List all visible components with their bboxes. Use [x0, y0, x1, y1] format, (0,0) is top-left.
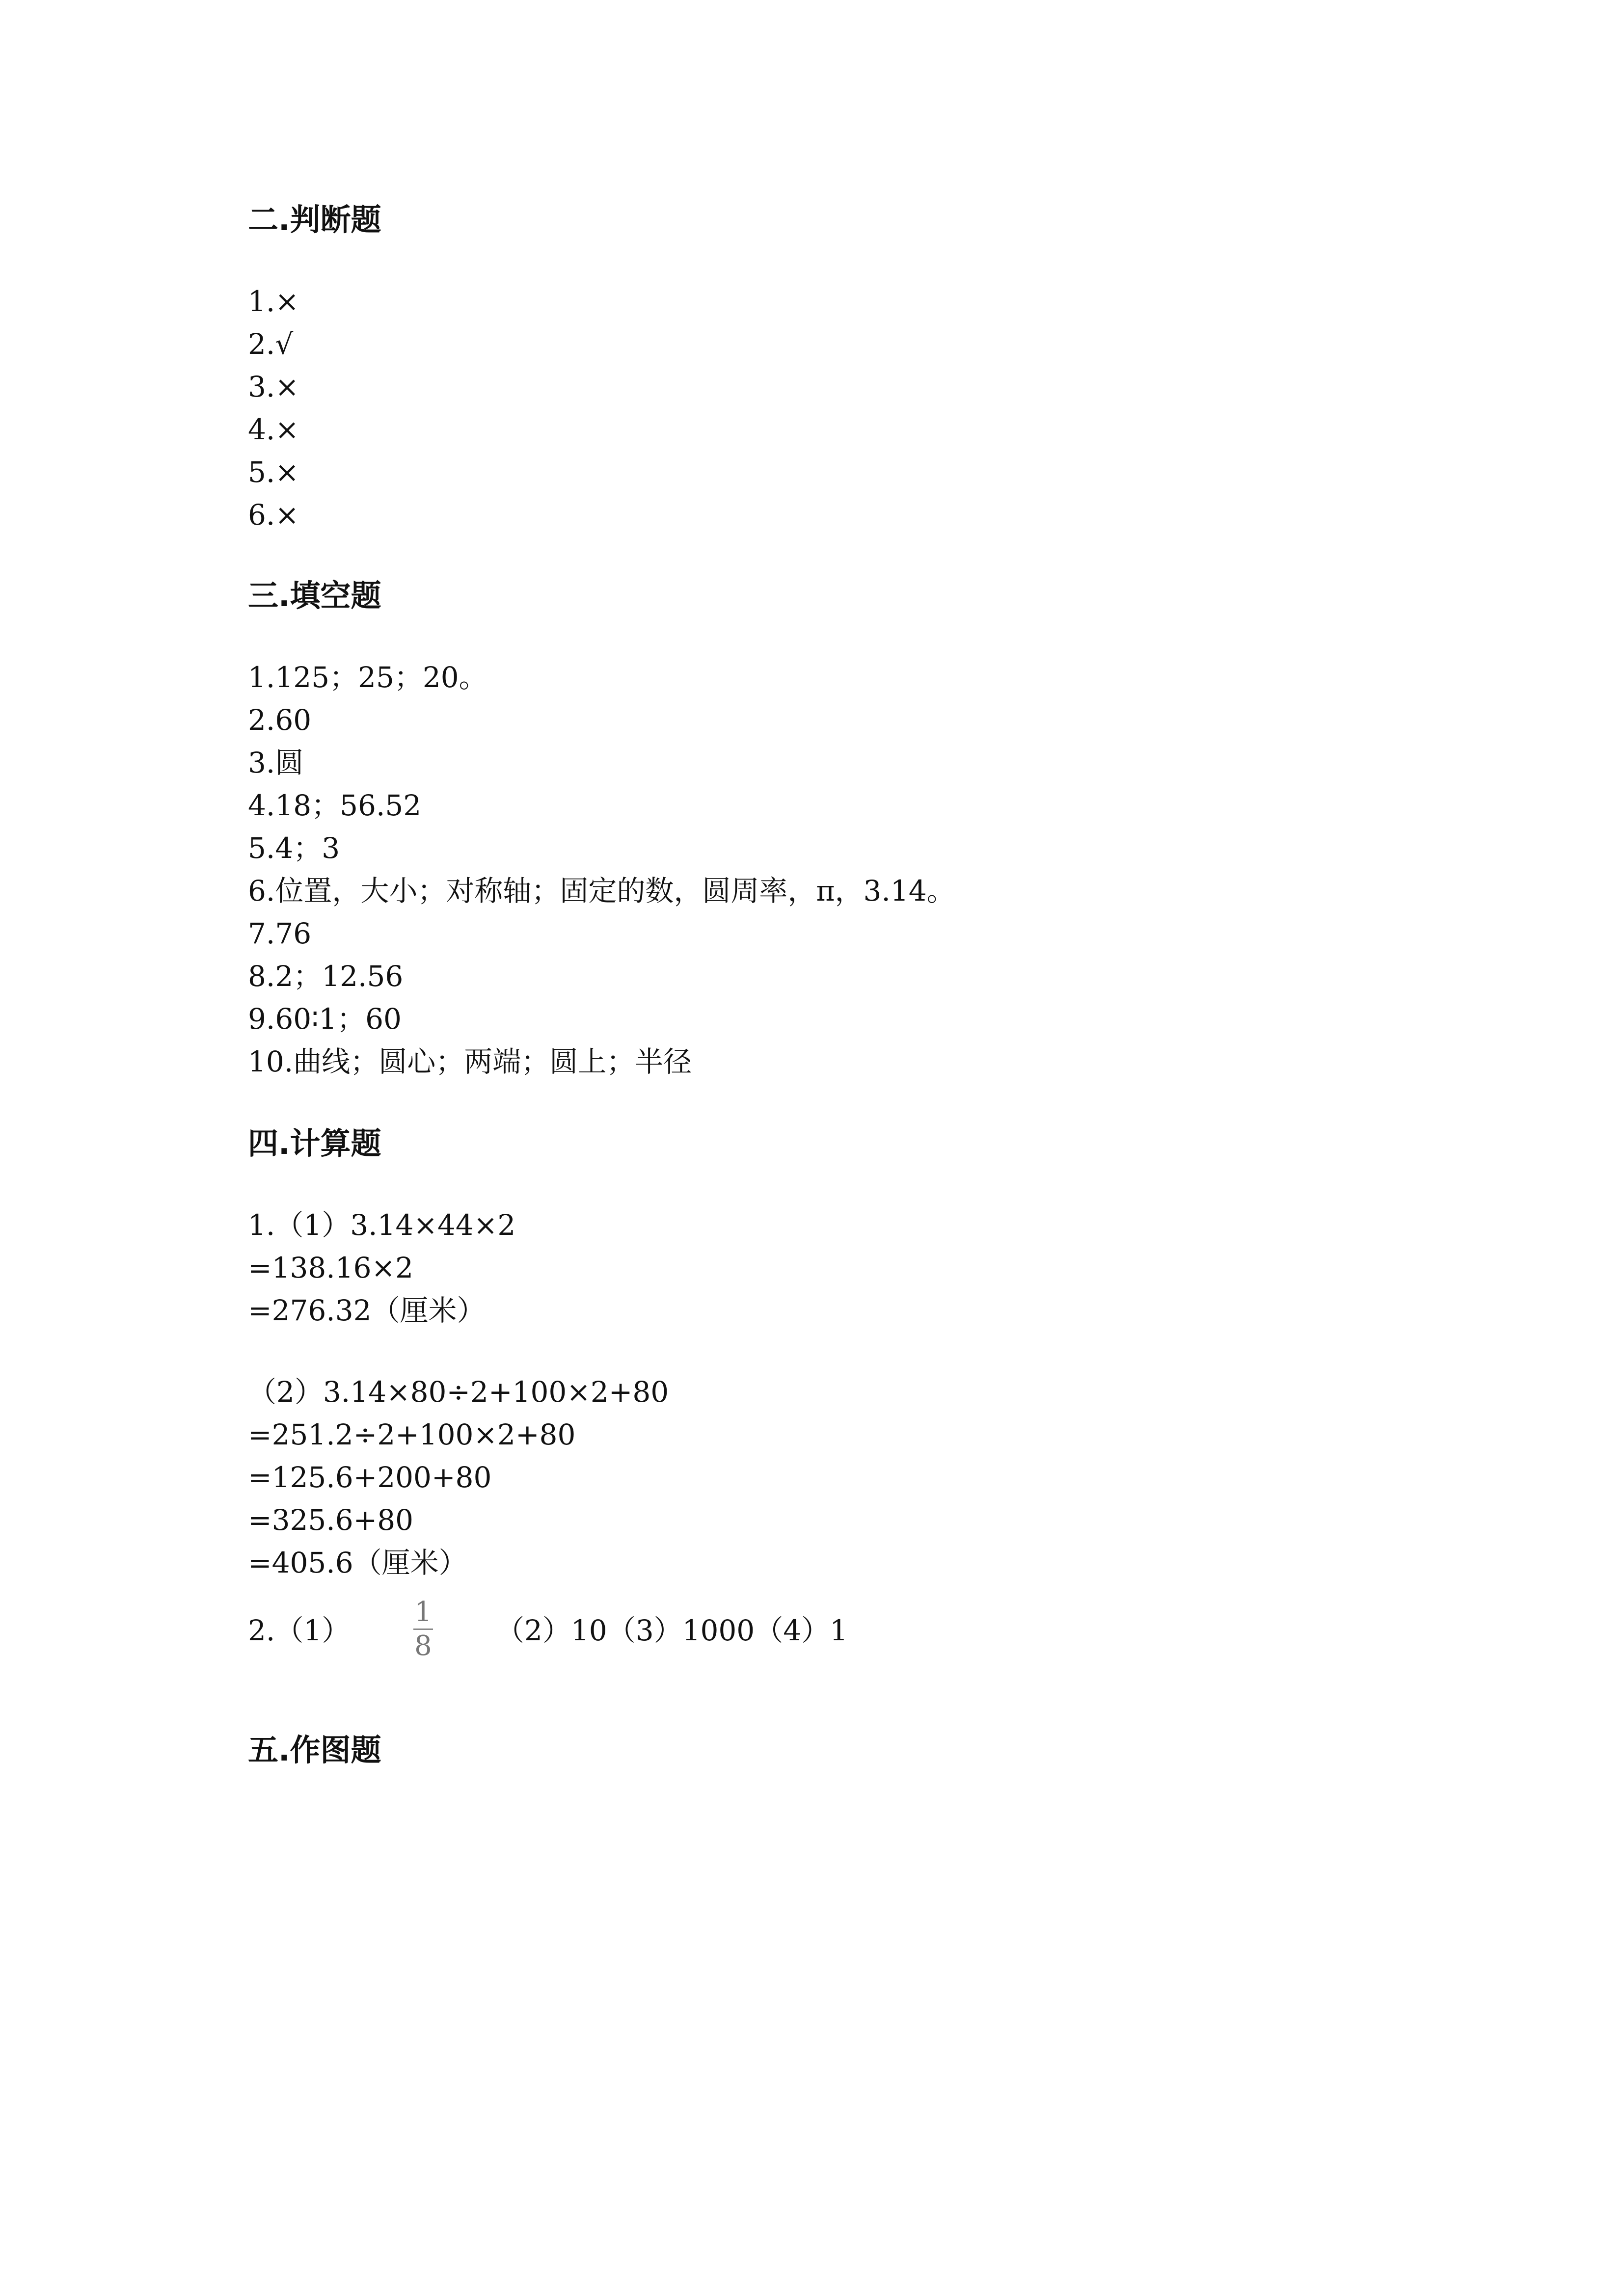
calc-q2-prefix: 2.（1） — [248, 1614, 351, 1647]
section-title-fill: 三.填空题 — [248, 578, 381, 614]
section-title-calc: 四.计算题 — [248, 1125, 381, 1161]
calc-step-1-1: 1.（1）3.14×44×2 — [248, 1208, 516, 1242]
fill-item-2: 2.60 — [248, 703, 312, 737]
judge-item-1: 1.× — [248, 285, 299, 318]
calc-q2-fraction — [408, 1597, 438, 1661]
judge-item-5: 5.× — [248, 455, 299, 489]
fraction-numerator: 1 — [414, 1596, 432, 1628]
fraction-denominator: 8 — [414, 1630, 432, 1662]
fill-item-6: 6.位置，大小；对称轴；固定的数，圆周率，π，3.14。 — [248, 874, 955, 908]
calc-step-1-2: =138.16×2 — [248, 1251, 414, 1284]
calc-step-1-3: =276.32（厘米） — [248, 1294, 486, 1327]
fill-item-3: 3.圆 — [248, 746, 304, 779]
fill-item-8: 8.2；12.56 — [248, 960, 404, 993]
fill-item-4: 4.18；56.52 — [248, 789, 422, 822]
judge-item-6: 6.× — [248, 498, 299, 532]
fill-item-7: 7.76 — [248, 917, 312, 950]
section-title-draw: 五.作图题 — [248, 1732, 381, 1768]
calc-step-2-3: =125.6+200+80 — [248, 1461, 492, 1494]
fill-item-5: 5.4；3 — [248, 831, 340, 865]
fill-item-1: 1.125；25；20。 — [248, 661, 487, 694]
judge-item-2: 2.√ — [248, 327, 294, 361]
fill-item-10: 10.曲线；圆心；两端；圆上；半径 — [248, 1045, 692, 1078]
section-title-judge: 二.判断题 — [248, 202, 381, 238]
calc-step-2-2: =251.2÷2+100×2+80 — [248, 1418, 576, 1451]
calc-step-2-1: （2）3.14×80÷2+100×2+80 — [248, 1375, 669, 1409]
fill-item-9: 9.60∶1；60 — [248, 1002, 402, 1036]
calc-step-2-5: =405.6（厘米） — [248, 1546, 467, 1579]
judge-item-3: 3.× — [248, 370, 299, 403]
calc-q2-suffix: （2）10（3）1000（4）1 — [496, 1614, 848, 1647]
judge-item-4: 4.× — [248, 413, 299, 446]
calc-step-2-4: =325.6+80 — [248, 1503, 414, 1537]
